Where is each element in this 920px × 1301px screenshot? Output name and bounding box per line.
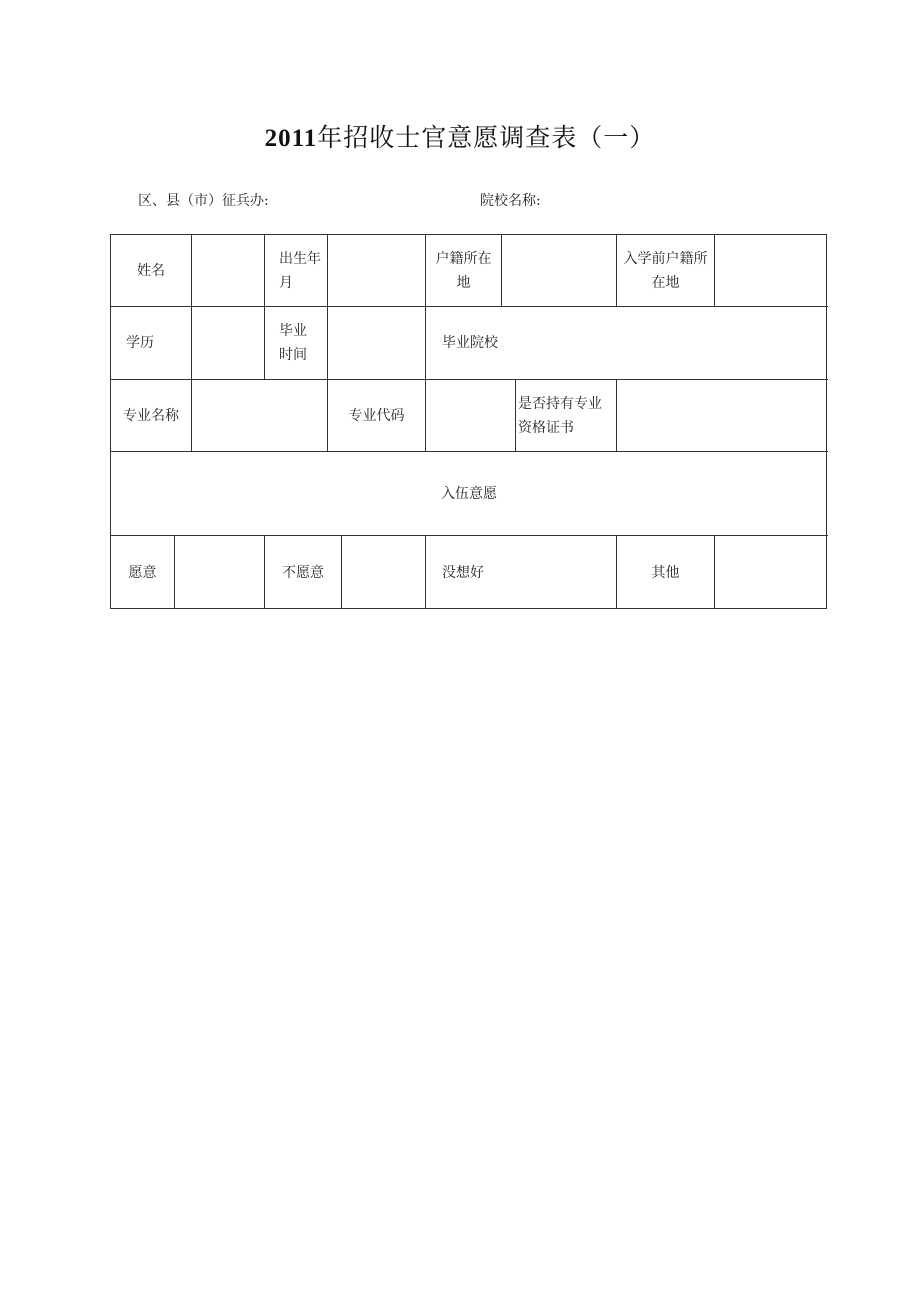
willing-label: 愿意 xyxy=(128,564,157,581)
name-label: 姓名 xyxy=(137,262,165,279)
education-field[interactable] xyxy=(192,307,264,379)
certificate-field[interactable] xyxy=(617,380,827,451)
education-label: 学历 xyxy=(126,335,154,351)
prev-hukou-field[interactable] xyxy=(715,235,827,306)
col-divider xyxy=(515,379,516,451)
major-code-label: 专业代码 xyxy=(348,407,405,424)
undecided-label: 没想好 xyxy=(442,564,484,581)
form-title xyxy=(0,118,920,154)
col-divider xyxy=(264,235,265,379)
unwilling-field[interactable] xyxy=(342,536,425,609)
col-divider xyxy=(425,306,426,379)
form-title-text: 年招收士官意愿调查表（一） xyxy=(317,123,656,152)
certificate-label: 是否持有专业 资格证书 xyxy=(518,395,602,436)
col-divider xyxy=(425,535,426,609)
major-name-label: 专业名称 xyxy=(123,407,179,424)
hukou-field[interactable] xyxy=(502,235,616,306)
major-name-field[interactable] xyxy=(192,380,327,451)
birth-field[interactable] xyxy=(328,235,425,306)
other-label: 其他 xyxy=(651,564,680,581)
grad-time-label: 毕业 时间 xyxy=(279,323,307,363)
form-title-year: 2011 xyxy=(264,125,318,152)
major-code-field[interactable] xyxy=(426,380,515,451)
prev-hukou-label: 入学前户籍所 在地 xyxy=(623,250,708,291)
hukou-label: 户籍所在 地 xyxy=(435,250,492,291)
grad-time-field[interactable] xyxy=(328,307,425,379)
other-field[interactable] xyxy=(715,536,827,609)
enlist-intention-header: 入伍意愿 xyxy=(441,485,497,502)
grad-school-label: 毕业院校 xyxy=(442,335,498,351)
birth-label: 出生年 月 xyxy=(279,250,321,291)
unwilling-label: 不愿意 xyxy=(282,564,324,581)
name-field[interactable] xyxy=(192,235,264,306)
willing-field[interactable] xyxy=(175,536,264,609)
survey-table xyxy=(110,234,827,609)
school-name-label: 院校名称: xyxy=(480,193,541,209)
office-label: 区、县（市）征兵办: xyxy=(138,193,269,209)
